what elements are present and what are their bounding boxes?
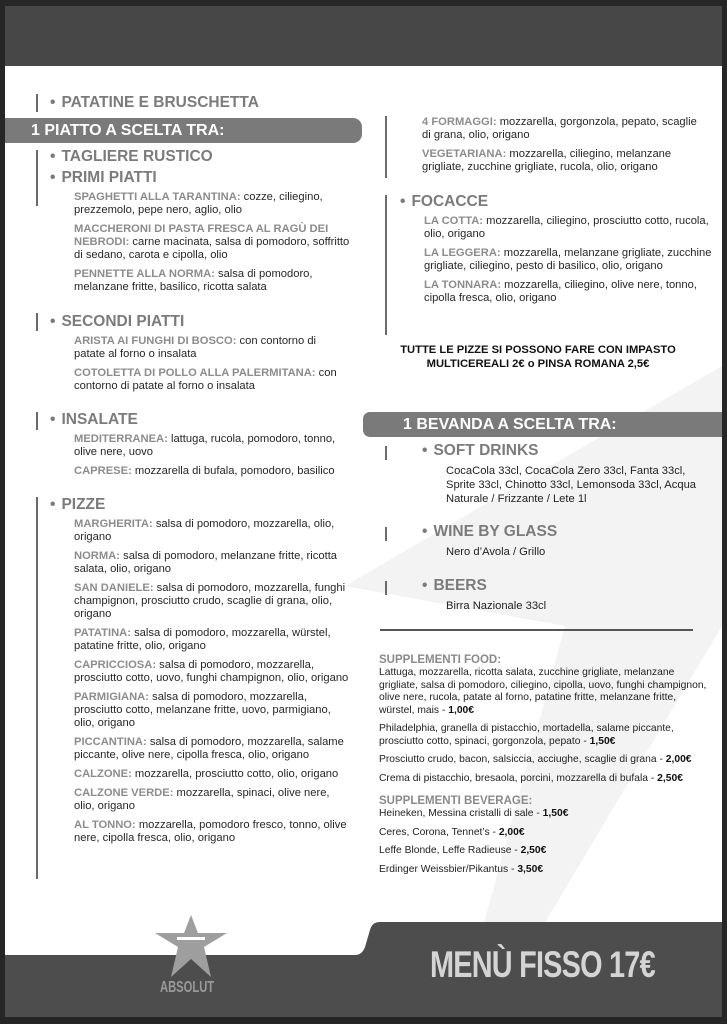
menu-item-name: CAPRESE: [74,465,132,477]
menu-item [74,659,350,685]
intro-item-label: PATATINE E BRUSCHETTA [61,94,259,111]
pizza-note: TUTTE LE PIZZE SI POSSONO FARE CON IMPASTO MULTICEREALI 2€ o PINSA ROMANA 2,5€ [400,344,676,370]
menu-item-desc: con contorno di patate al forno o insalata [74,367,337,392]
menu-item-list [50,335,350,393]
top-band [5,6,722,66]
section-title: FOCACCE [411,193,489,210]
drink-group [385,440,715,512]
menu-item [74,582,350,621]
bullet-icon: • [422,577,428,594]
menu-item-list [50,518,350,845]
menu-item [74,787,350,813]
menu-item-desc: salsa di pomodoro, melanzane fritte, basilico, ricotta salata [74,268,313,293]
divider-bar [36,412,38,430]
supplement-row [379,827,714,840]
tagliere-heading: • TAGLIERE RUSTICO [50,148,213,165]
bullet-icon: • [50,411,56,428]
supplement-row [379,773,714,786]
supplements-heading: SUPPLEMENTI BEVERAGE: [379,795,533,807]
drink-heading [422,575,715,596]
section-heading [50,409,350,430]
section-heading [400,191,718,212]
divider-line [380,629,693,631]
menu-item-name: MEDITERRANEA: [74,433,168,445]
menu-item [74,335,350,361]
section-title: INSALATE [61,411,138,428]
section-heading [50,494,350,515]
section-title: PIZZE [61,496,106,513]
drink-title: SOFT DRINKS [433,442,539,459]
menu-item-desc: mozzarella, gorgonzola, pepato, scaglie di grana, olio, origano [422,116,697,141]
banner-drink: 1 BEVANDA A SCELTA TRA: [363,412,722,437]
tagliere-label: TAGLIERE RUSTICO [61,148,213,165]
section-pizze-continued [378,116,708,180]
divider-bar [385,527,387,541]
drink-title: BEERS [433,577,487,594]
divider-bar [36,150,38,206]
menu-item [424,247,718,273]
menu-item-name: NORMA: [74,550,120,562]
menu-item [74,550,350,576]
menu-item-desc: salsa di pomodoro, mozzarella, funghi champignon, prosciutto crudo, scaglie di grana, olio, origano [74,582,346,620]
supplement-row [379,808,714,821]
menu-item [74,433,350,459]
menu-item-name: CAPRICCIOSA: [74,659,157,671]
supplement-price: 1,50€ [589,735,616,747]
menu-item-name: LA LEGGERA: [424,247,501,259]
section-title: SECONDI PIATTI [61,313,185,330]
supplements-heading: SUPPLEMENTI FOOD: [379,654,502,666]
supplement-price: 2,00€ [665,754,692,765]
supplements [379,654,714,882]
divider-bar [385,446,387,460]
section-heading [50,311,350,332]
menu-item-name: ARISTA AI FUNGHI DI BOSCO: [74,335,237,347]
drink-heading [422,440,715,461]
menu-item [74,465,350,478]
menu-item [74,268,350,294]
logo-text: ABSOLUT [160,979,215,996]
menu-item [74,518,350,544]
menu-item-name: COTOLETTA DI POLLO ALLA PALERMITANA: [74,367,316,379]
drink-desc: Nero d’Avola / Grillo [446,546,546,558]
divider-bar [36,313,38,331]
menu-item-desc: mozzarella, spinaci, olive nere, olio, origano [74,787,330,812]
menu-item-name: 4 FORMAGGI: [422,116,497,128]
supplement-text: Erdinger Weissbier/Pikantus - [379,863,518,875]
supplement-text: Ceres, Corona, Tennet’s - [379,826,499,838]
drink-title: WINE BY GLASS [433,523,558,540]
menu-item-list [378,116,708,174]
menu-item-desc: mozzarella, melanzane grigliate, zucchine grigliate, ciliegino, pesto di basilico, olio, origano [424,247,712,272]
menu-item [422,148,708,174]
supplement-text: Philadelphia, granella di pistacchio, mortadella, salame piccante, prosciutto cotto, spinaci, gorgonzola, pepato - [379,723,674,747]
divider-bar [36,497,38,879]
menu-item-name: CALZONE: [74,768,132,780]
menu-item-name: PENNETTE ALLA NORMA: [74,268,215,280]
divider-bar [385,581,387,595]
menu-item-name: MARGHERITA: [74,518,153,530]
logo-star-icon [155,915,227,977]
menu-item [74,736,350,762]
supplement-text: Lattuga, mozzarella, ricotta salata, zucchine grigliate, melanzane grigliate, salsa di pomodoro, ciliegino, cipolla, uovo, funghi champignon, olive nere, rucola, patate al forno, patatine fritte, melanzane fritte, würstel, mais - [379,667,707,716]
menu-item-name: SAN DANIELE: [74,582,154,594]
menu-item-list [50,191,350,294]
bullet-icon: • [50,496,56,513]
menu-item [74,367,350,393]
supplement-price: 1,00€ [448,704,475,716]
supplement-row [379,723,714,748]
menu-item-desc: salsa di pomodoro, mozzarella, würstel, patatine fritte, olio, origano [74,627,331,652]
supplement-row [379,845,714,858]
supplement-row [379,864,714,877]
menu-item-desc: mozzarella di bufala, pomodoro, basilico [131,465,335,477]
menu-item-name: PARMIGIANA: [74,691,149,703]
supplement-row [379,667,714,717]
bullet-icon: • [50,313,56,330]
menu-item-desc: mozzarella, ciliegino, melanzane grigliate, zucchine grigliate, rucola, olio, origano [422,148,672,173]
menu-item-desc: mozzarella, pomodoro fresco, tonno, olive nere, cipolla fresca, olio, origano [74,819,347,844]
menu-item-name: LA COTTA: [424,215,484,227]
menu-item-desc: con contorno di patate al forno o insalata [74,335,317,360]
section-title: PRIMI PIATTI [61,169,157,186]
menu-item [74,627,350,653]
menu-item-name: PICCANTINA: [74,736,147,748]
bullet-icon: • [50,169,56,186]
supplement-text: Prosciutto crudo, bacon, salsiccia, acciughe, scaglie di grana - [379,754,666,765]
menu-item-name: AL TONNO: [74,819,136,831]
menu-item [422,116,708,142]
menu-price-title: MENÙ FISSO 17€ [430,944,655,985]
drink-desc: Birra Nazionale 33cl [446,600,547,612]
menu-item-desc: mozzarella, prosciutto cotto, olio, origano [131,768,339,780]
supplement-row [379,754,714,767]
section-pizze [50,494,350,851]
menu-item-name: LA TONNARA: [424,279,502,291]
menu-item-name: PATATINA: [74,627,131,639]
menu-item-name: VEGETARIANA: [422,148,507,160]
menu-item-name: CALZONE VERDE: [74,787,174,799]
drink-group [385,575,715,619]
intro-item: • PATATINE E BRUSCHETTA [50,94,259,111]
section-primi [50,167,350,300]
menu-item-name: SPAGHETTI ALLA TARANTINA: [74,191,241,203]
supplement-price: 3,50€ [517,863,544,875]
section-insalate [50,409,350,484]
menu-item-desc: salsa di pomodoro, mozzarella, prosciutto cotto, melanzane fritte, uovo, parmigiano, olio, origano [74,691,331,729]
drink-desc: CocaCola 33cl, CocaCola Zero 33cl, Fanta 33cl, Sprite 33cl, Chinotto 33cl, Lemonsoda 33cl, Acqua Naturale / Frizzante / Lete 1l [446,465,697,505]
menu-item-name: MACCHERONI DI PASTA FRESCA AL RAGÙ DEI NEBRODI: [74,223,329,248]
bullet-icon: • [400,193,406,210]
menu-item [74,691,350,730]
menu-item-desc: lattuga, rucola, pomodoro, tonno, olive nere, uovo [74,433,336,458]
supplement-text: Crema di pistacchio, bresaola, porcini, mozzarella di bufala - [379,772,658,784]
section-secondi [50,311,350,399]
bullet-icon: • [422,442,428,459]
menu-item-desc: salsa di pomodoro, melanzane fritte, ricotta salata, olio, origano [74,550,338,575]
menu-item-list [50,433,350,478]
menu-item [424,279,718,305]
supplement-price: 2,50€ [657,772,683,784]
supplement-price: 1,50€ [542,808,569,819]
drink-heading [422,521,715,542]
section-heading [50,167,350,188]
menu-item-desc: salsa di pomodoro, mozzarella, olio, origano [74,518,335,543]
divider-bar [385,195,387,335]
menu-item-desc: carne macinata, salsa di pomodoro, soffritto di sedano, carota e cipolla, olio [74,236,350,261]
menu-item [74,223,350,262]
banner-food: 1 PIATTO A SCELTA TRA: [5,118,362,143]
menu-item [424,215,718,241]
supplement-text: Heineken, Messina cristalli di sale - [379,808,543,819]
menu-item-desc: mozzarella, ciliegino, olive nere, tonno, cipolla fresca, olio, origano [424,279,697,304]
menu-item-list [400,215,718,305]
menu-item-desc: mozzarella, ciliegino, prosciutto cotto, rucola, olio, origano [424,215,709,240]
menu-item [74,191,350,217]
menu-item [74,819,350,845]
drink-group [385,521,715,565]
supplement-price: 2,00€ [498,826,525,838]
menu-item-desc: salsa di pomodoro, mozzarella, prosciutto cotto, uovo, funghi champignon, olio, origano [74,659,349,684]
section-focacce [400,191,718,311]
menu-item-desc: salsa di pomodoro, mozzarella, salame piccante, olive nere, cipolla fresca, olio, origano [74,736,344,761]
bullet-icon: • [422,523,428,540]
supplement-text: Leffe Blonde, Leffe Radieuse - [379,845,521,856]
menu-item-desc: cozze, ciliegino, prezzemolo, pepe nero, aglio, olio [74,191,323,216]
divider-bar [36,94,38,112]
menu-item [74,768,350,781]
supplement-price: 2,50€ [520,845,547,856]
